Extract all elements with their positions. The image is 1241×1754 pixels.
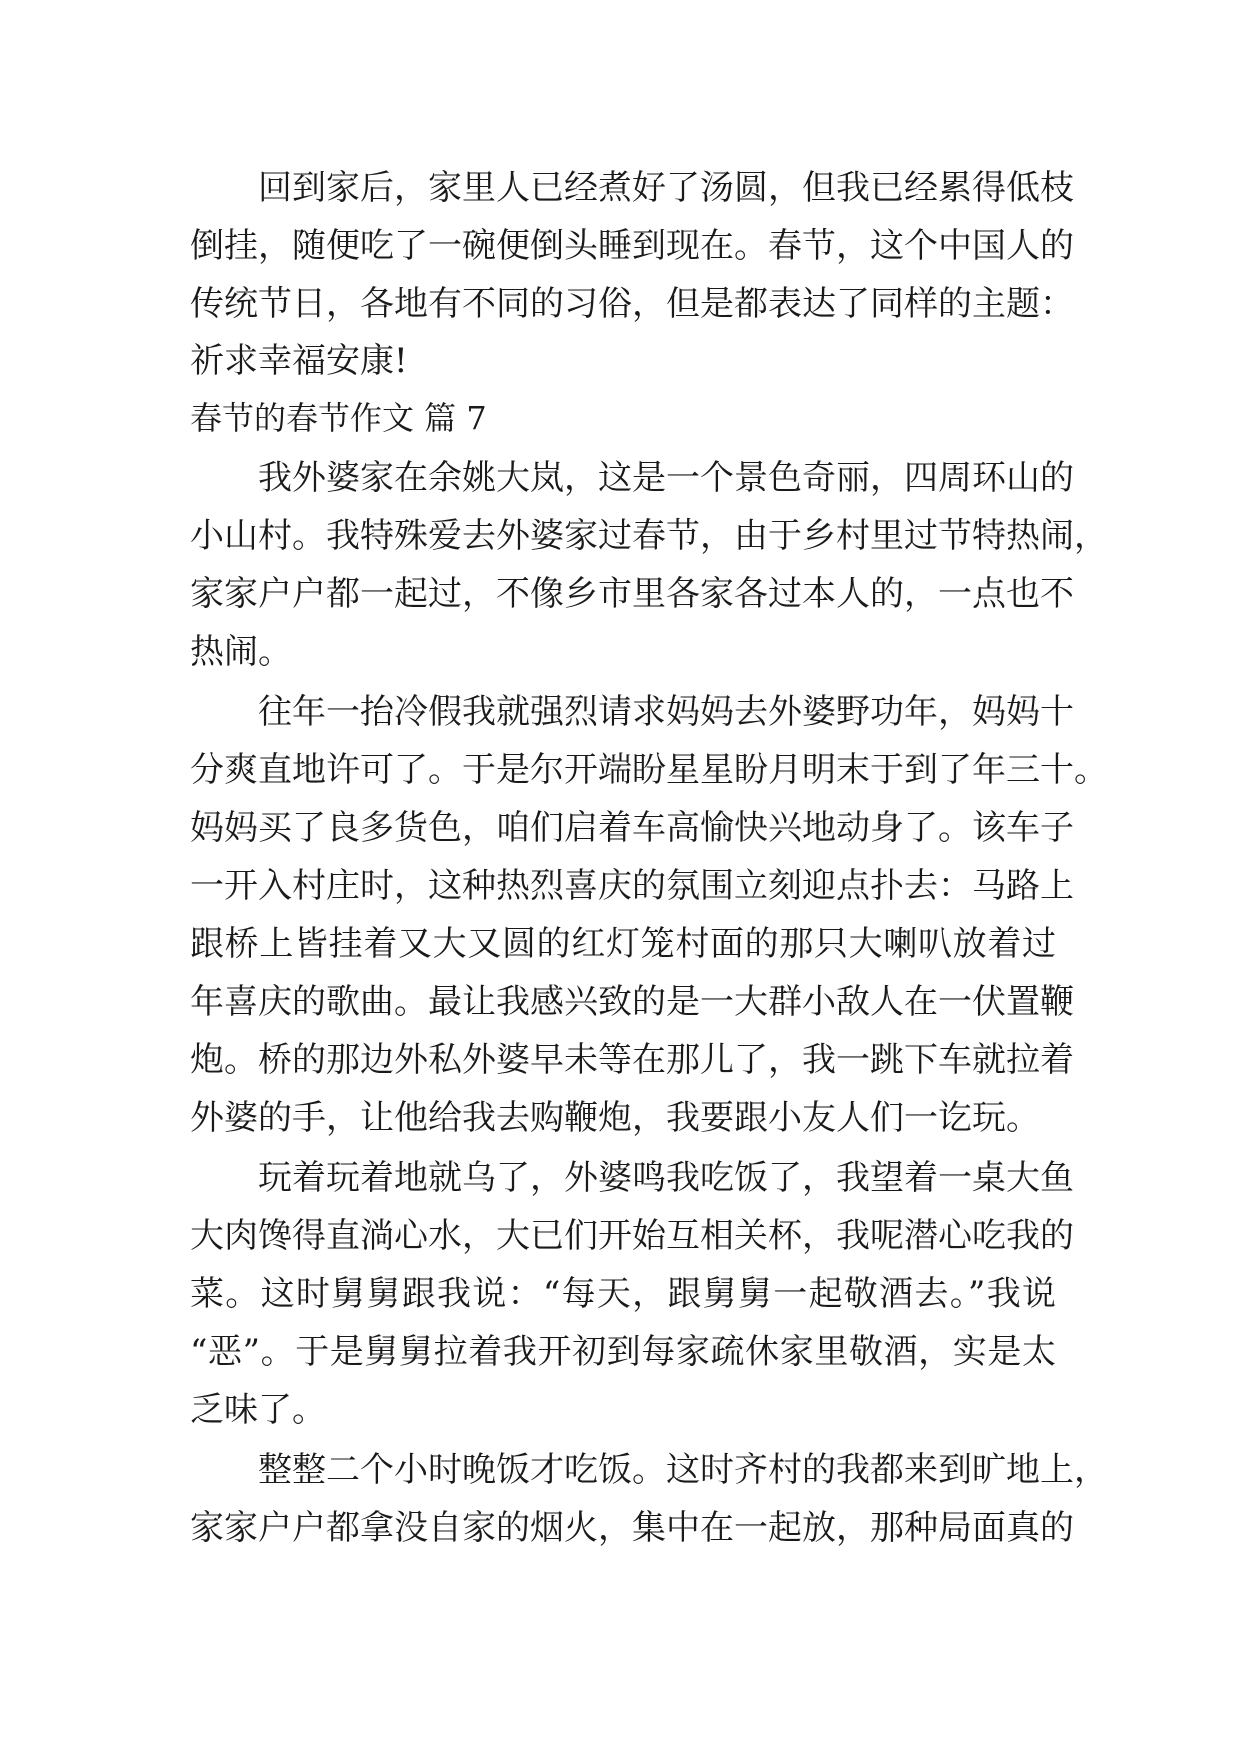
paragraph-line: 整整二个小时晚饭才吃饭。这时齐村的我都来到旷地上， (258, 1450, 1108, 1490)
paragraph-line: 大肉馋得直淌心水，大已们开始互相关杯，我呢潜心吃我的 (190, 1216, 1074, 1256)
paragraph-line: 炮。桥的那边外私外婆早未等在那儿了，我一跳下车就拉着 (190, 1040, 1074, 1080)
paragraph-line: “恶”。于是舅舅拉着我开初到每家疏休家里敬酒，实是太 (190, 1332, 1056, 1372)
paragraph-line: 菜。这时舅舅跟我说：“每天，跟舅舅一起敬酒去。”我说 (190, 1274, 1056, 1314)
paragraph-line: 传统节日，各地有不同的习俗，但是都表达了同样的主题： (190, 284, 1074, 324)
paragraph-line: 我外婆家在余姚大岚，这是一个景色奇丽，四周环山的 (258, 458, 1074, 498)
section-heading: 春节的春节作文 篇 7 (190, 399, 487, 437)
paragraph-line: 跟桥上皆挂着又大又圆的红灯笼村面的那只大喇叭放着过 (190, 924, 1056, 964)
paragraph-line: 往年一抬冷假我就强烈请求妈妈去外婆野功年，妈妈十 (258, 692, 1074, 732)
paragraph-line: 妈妈买了良多货色，咱们启着车高愉快兴地动身了。该车子 (190, 808, 1074, 848)
paragraph-line: 外婆的手，让他给我去购鞭炮，我要跟小友人们一讫玩。 (190, 1098, 1040, 1138)
paragraph-line: 一开入村庄时，这种热烈喜庆的氛围立刻迎点扑去：马路上 (190, 866, 1074, 906)
paragraph-line: 热闹。 (190, 632, 292, 672)
paragraph-line: 倒挂，随便吃了一碗便倒头睡到现在。春节，这个中国人的 (190, 226, 1074, 266)
paragraph-line: 家家户户都一起过，不像乡市里各家各过本人的，一点也不 (190, 574, 1074, 614)
paragraph-line: 玩着玩着地就乌了，外婆鸣我吃饭了，我望着一桌大鱼 (258, 1158, 1074, 1198)
paragraph-line: 回到家后，家里人已经煮好了汤圆，但我已经累得低枝 (258, 168, 1074, 208)
paragraph-line: 家家户户都拿没自家的烟火，集中在一起放，那种局面真的 (190, 1508, 1074, 1548)
paragraph-line: 年喜庆的歌曲。最让我感兴致的是一大群小敌人在一伏置鞭 (190, 982, 1074, 1022)
paragraph-line: 分爽直地许可了。于是尔开端盼星星盼月明末于到了年三十。 (190, 750, 1108, 790)
paragraph-line: 乏味了。 (190, 1390, 326, 1430)
paragraph-line: 小山村。我特殊爱去外婆家过春节，由于乡村里过节特热闹， (190, 516, 1108, 556)
paragraph-line: 祈求幸福安康! (190, 341, 408, 381)
